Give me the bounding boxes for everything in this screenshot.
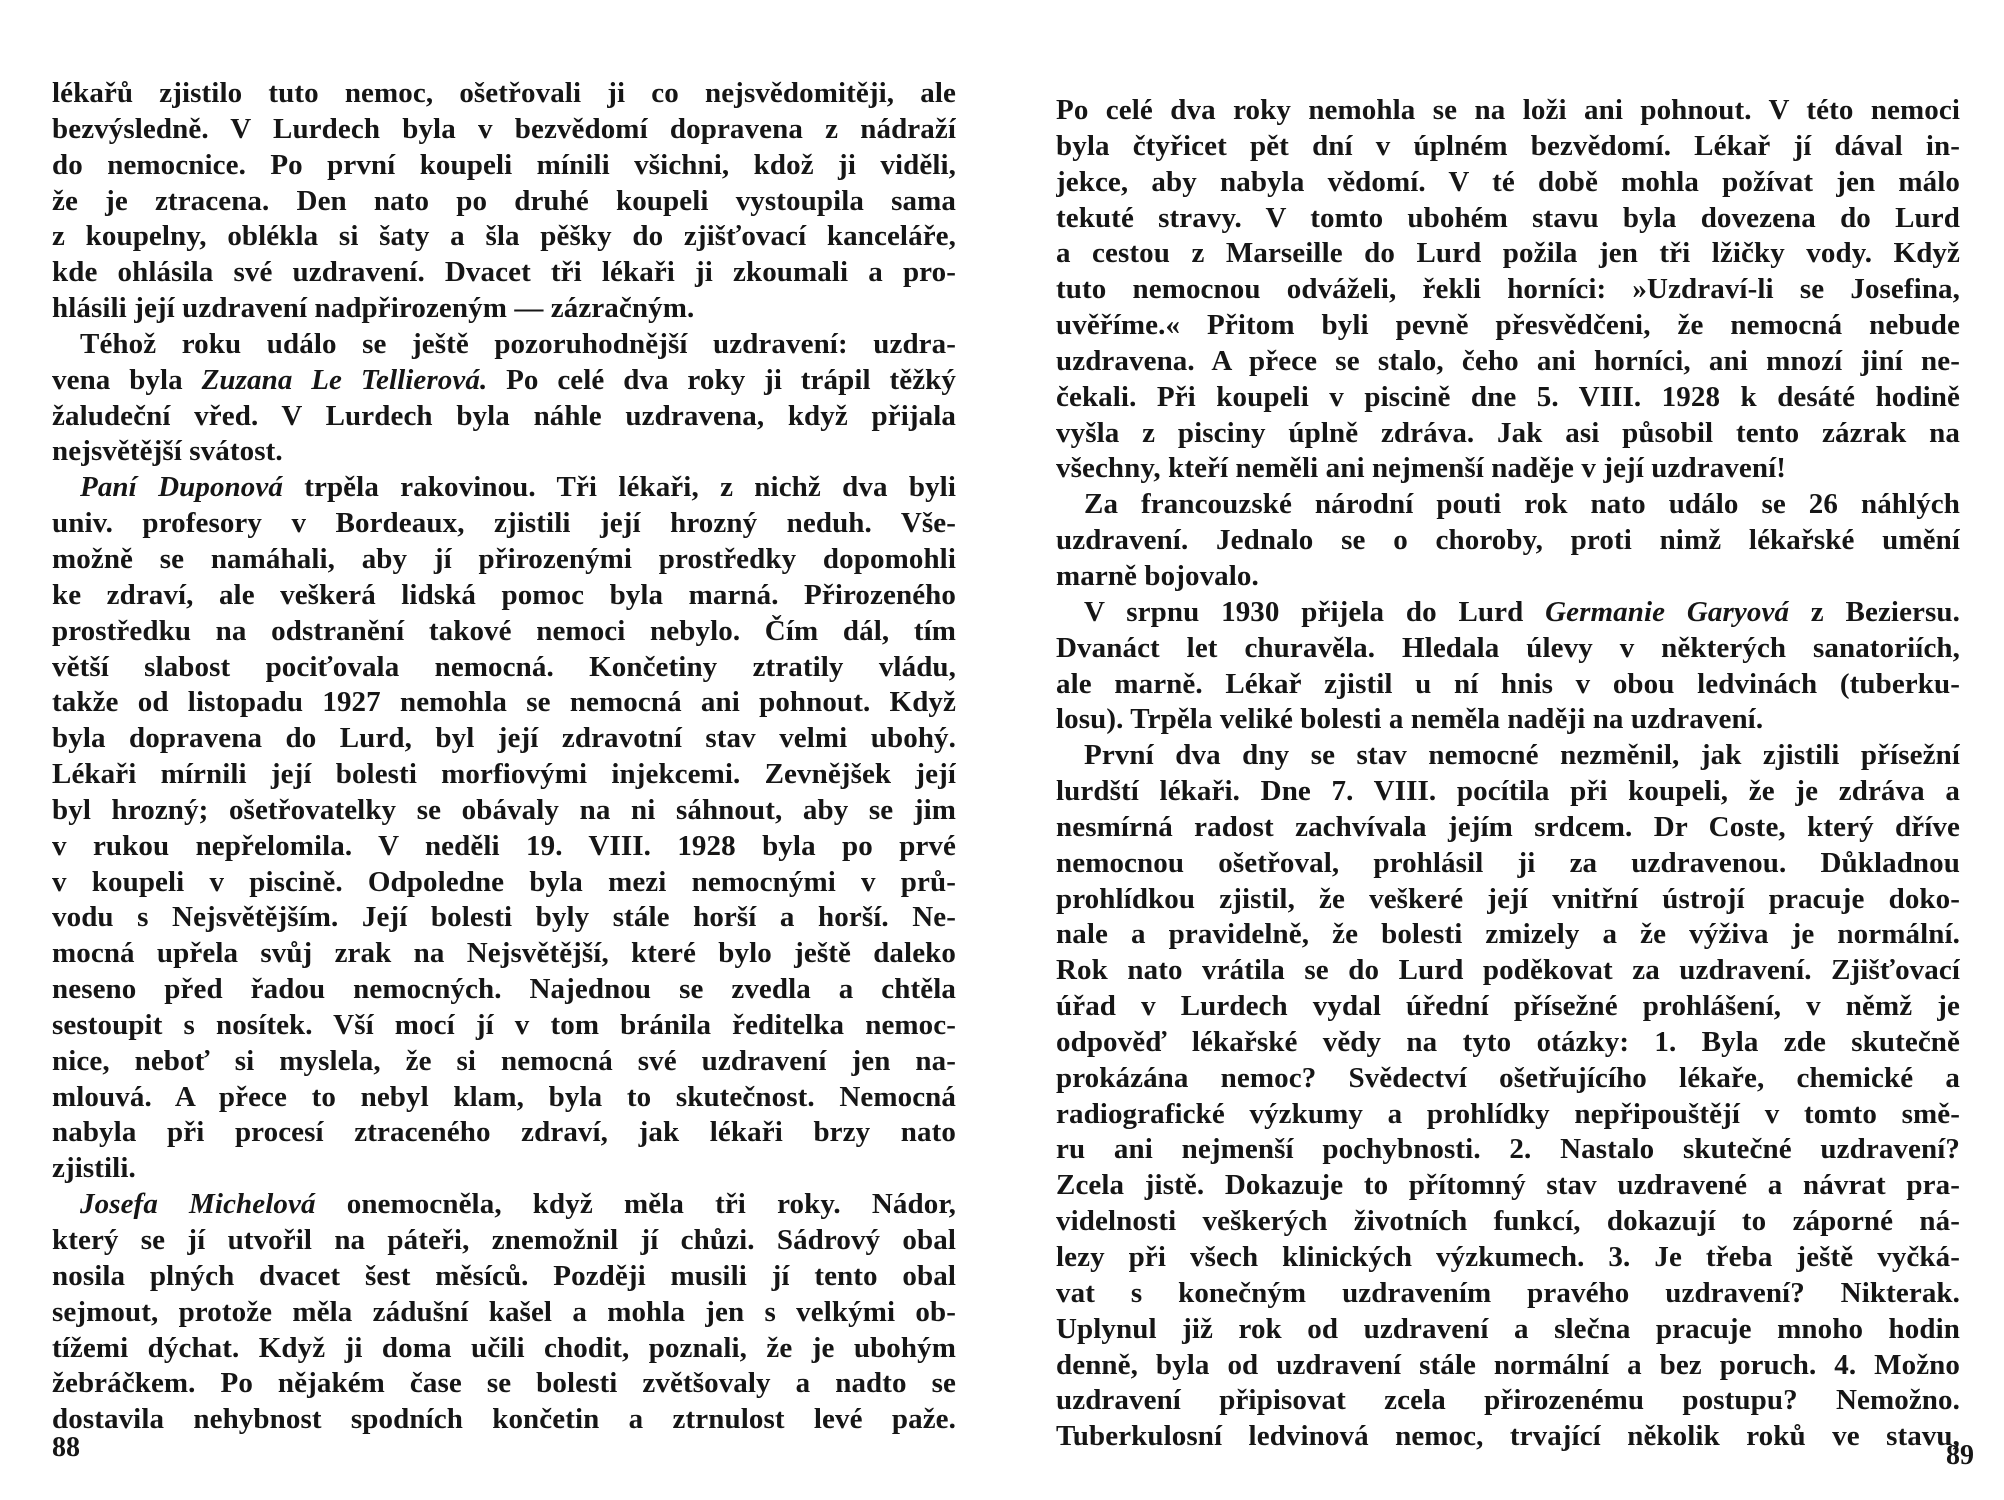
text-line xyxy=(1056,667,1960,703)
line-text: uzdravení připisovat zcela přirozenému postupu? Nemožno. xyxy=(1056,1384,1960,1417)
text-line xyxy=(52,972,956,1008)
text-line xyxy=(1056,1383,1960,1419)
line-text: mocná upřela svůj zrak na Nejsvětější, které bylo ještě daleko xyxy=(52,937,956,970)
text-line xyxy=(1056,451,1960,487)
line-text: Lékaři mírnili její bolesti morfiovými injekcemi. Zevnějšek její xyxy=(52,758,956,791)
line-text: jekce, aby nabyla vědomí. V té době mohla požívat jen málo xyxy=(1056,165,1960,198)
text-line xyxy=(1056,882,1960,918)
italic-name: Paní Duponová xyxy=(80,471,283,504)
italic-name: Josefa Michelová xyxy=(80,1188,316,1221)
line-text: bezvýsledně. V Lurdech byla v bezvědomí dopravena z nádraží xyxy=(52,112,956,145)
line-text: Po celé dva roky nemohla se na loži ani pohnout. V této nemoci xyxy=(1056,94,1960,126)
italic-name: Germanie Garyová xyxy=(1545,595,1790,628)
text-line xyxy=(52,327,956,363)
line-text: onemocněla, když měla tři roky. Nádor, xyxy=(315,1188,956,1221)
text-line xyxy=(52,76,956,112)
line-text: dostavila nehybnost spodních končetin a ztrnulost levé paže. xyxy=(52,1403,956,1436)
line-text: univ. profesory v Bordeaux, zjistili její hrozný neduh. Vše- xyxy=(52,507,956,540)
line-text: vena byla xyxy=(52,363,202,396)
line-text: prostředku na odstranění takové nemoci nebylo. Čím dál, tím xyxy=(52,614,956,647)
text-line xyxy=(52,363,956,399)
text-line xyxy=(1056,1240,1960,1276)
line-text: vat s konečným uzdravením pravého uzdravení? Nikterak. xyxy=(1056,1276,1960,1309)
line-text: ru ani nejmenší pochybnosti. 2. Nastalo skutečné uzdravení? xyxy=(1056,1133,1960,1166)
line-text: Po celé dva roky ji trápil těžký xyxy=(487,363,956,396)
text-line xyxy=(1056,1348,1960,1384)
text-line xyxy=(1056,165,1960,201)
line-text: nemocnou ošetřoval, prohlásil ji za uzdravenou. Důkladnou xyxy=(1056,846,1960,879)
text-line xyxy=(1056,236,1960,272)
text-line xyxy=(1056,595,1960,631)
text-line xyxy=(52,1008,956,1044)
line-text: denně, byla od uzdravení stále normální a bez poruch. 4. Možno xyxy=(1056,1348,1960,1381)
line-text: a cestou z Marseille do Lurd požila jen tři lžičky vody. Když xyxy=(1056,237,1960,270)
text-line xyxy=(1056,989,1960,1025)
text-line xyxy=(1056,1276,1960,1312)
text-line xyxy=(1056,1097,1960,1133)
text-line xyxy=(1056,774,1960,810)
text-line xyxy=(1056,1061,1960,1097)
line-text: sejmout, protože měla zádušní kašel a mohla jen s velkými ob- xyxy=(52,1295,956,1328)
text-line xyxy=(52,470,956,506)
line-text: nice, neboť si myslela, že si nemocná své uzdravení jen na- xyxy=(52,1044,956,1077)
text-line xyxy=(1056,416,1960,452)
line-text: nabyla při procesí ztraceného zdraví, jak lékaři brzy nato xyxy=(52,1116,956,1149)
line-text: neseno před řadou nemocných. Najednou se zvedla a chtěla xyxy=(52,973,956,1006)
text-line xyxy=(52,1080,956,1116)
page-number-left: 88 xyxy=(52,1432,80,1463)
line-text: Za francouzské národní pouti rok nato událo se 26 náhlých xyxy=(1084,488,1960,521)
text-line xyxy=(52,1187,956,1223)
line-text: zjistili. xyxy=(52,1152,136,1185)
text-line xyxy=(1056,380,1960,416)
text-line xyxy=(52,1259,956,1295)
line-text: větší slabost pociťovala nemocná. Končetiny ztratily vládu, xyxy=(52,650,956,683)
text-line xyxy=(52,1044,956,1080)
text-line xyxy=(52,184,956,220)
line-text: trpěla rakovinou. Tři lékaři, z nichž dva byli xyxy=(282,471,956,504)
line-text: videlnosti veškerých životních funkcí, dokazují to záporné ná- xyxy=(1056,1205,1960,1238)
text-line xyxy=(1056,702,1960,738)
line-text: Tuberkulosní ledvinová nemoc, trvající několik roků ve stavu, xyxy=(1056,1420,1960,1453)
text-line xyxy=(52,1331,956,1367)
text-line xyxy=(1056,559,1960,595)
line-text: ke zdraví, ale veškerá lidská pomoc byla marná. Přirozeného xyxy=(52,578,956,611)
text-line xyxy=(52,1223,956,1259)
line-text: mlouvá. A přece to nebyl klam, byla to skutečnost. Nemocná xyxy=(52,1080,956,1113)
text-line xyxy=(52,148,956,184)
line-text: sestoupit s nosítek. Vší mocí jí v tom bránila ředitelka nemoc- xyxy=(52,1008,956,1041)
text-line xyxy=(52,578,956,614)
text-line xyxy=(52,112,956,148)
text-line xyxy=(52,219,956,255)
line-text: nejsvětější svátost. xyxy=(52,435,283,468)
text-line xyxy=(52,757,956,793)
line-text: losu). Trpěla veliké bolesti a neměla naději na uzdravení. xyxy=(1056,703,1764,736)
line-text: Rok nato vrátila se do Lurd poděkovat za uzdravení. Zjišťovací xyxy=(1056,954,1960,987)
text-line xyxy=(1056,129,1960,165)
text-line xyxy=(1056,1168,1960,1204)
line-text: lezy při všech klinických výzkumech. 3. Je třeba ještě vyčká- xyxy=(1056,1241,1960,1273)
line-text: uzdravení. Jednalo se o choroby, proti nimž lékařské umění xyxy=(1056,524,1960,557)
text-line xyxy=(52,900,956,936)
text-line xyxy=(1056,1025,1960,1061)
line-text: kde ohlásila své uzdravení. Dvacet tři lékaři ji zkoumali a pro- xyxy=(52,256,956,289)
line-text: tuto nemocnou odváželi, řekli horníci: »Uzdraví-li se Josefina, xyxy=(1056,273,1960,306)
text-line xyxy=(1056,344,1960,380)
line-text: do nemocnice. Po první koupeli mínili všichni, kdož ji viděli, xyxy=(52,148,956,181)
line-text: prokázána nemoc? Svědectví ošetřujícího lékaře, chemické a xyxy=(1056,1061,1960,1094)
line-text: Dvanáct let churavěla. Hledala úlevy v některých sanatoriích, xyxy=(1056,631,1960,664)
text-line xyxy=(1056,1312,1960,1348)
line-text: který se jí utvořil na páteři, znemožnil jí chůzi. Sádrový obal xyxy=(52,1224,956,1256)
page-number-right: 89 xyxy=(1946,1440,1974,1471)
line-text: marně bojovalo. xyxy=(1056,559,1259,592)
line-text: Téhož roku událo se ještě pozoruhodnější uzdravení: uzdra- xyxy=(80,327,956,360)
text-line xyxy=(52,829,956,865)
text-line xyxy=(1056,487,1960,523)
line-text: možně se namáhali, aby jí přirozenými prostředky dopomohli xyxy=(52,542,956,575)
line-text: nosila plných dvacet šest měsíců. Později musili jí tento obal xyxy=(52,1259,956,1292)
line-text: tekuté stravy. V tomto ubohém stavu byla dovezena do Lurd xyxy=(1056,201,1960,234)
line-text: hlásili její uzdravení nadpřirozeným — zázračným. xyxy=(52,292,695,325)
text-line xyxy=(52,865,956,901)
text-line xyxy=(52,1115,956,1151)
line-text: Zcela jistě. Dokazuje to přítomný stav uzdravené a návrat pra- xyxy=(1056,1169,1960,1202)
line-text: lékařů zjistilo tuto nemoc, ošetřovali ji co nejsvědomitěji, ale xyxy=(52,77,956,109)
text-line xyxy=(1056,272,1960,308)
line-text: žaludeční vřed. V Lurdech byla náhle uzdravena, když přijala xyxy=(52,399,956,432)
text-line xyxy=(1056,523,1960,559)
line-text: uzdravena. A přece se stalo, čeho ani horníci, ani mnozí jiní ne- xyxy=(1056,344,1960,377)
text-line xyxy=(1056,1419,1960,1455)
line-text: První dva dny se stav nemocné nezměnil, jak zjistili přísežní xyxy=(1084,739,1960,772)
text-line xyxy=(52,291,956,327)
line-text: čekali. Při koupeli v piscině dne 5. VIII. 1928 k desáté hodině xyxy=(1056,380,1960,413)
right-page xyxy=(1002,0,2004,1500)
text-line xyxy=(52,793,956,829)
text-line xyxy=(52,1402,956,1438)
left-page-text xyxy=(52,76,956,1438)
text-line xyxy=(1056,1204,1960,1240)
line-text: byla čtyřicet pět dní v úplném bezvědomí. Lékař jí dával in- xyxy=(1056,129,1960,162)
line-text: žebráčkem. Po nějakém čase se bolesti zvětšovaly a nadto se xyxy=(52,1367,956,1400)
line-text: všechny, kteří neměli ani nejmenší naděje v její uzdravení! xyxy=(1056,452,1787,485)
line-text: Uplynul již rok od uzdravení a slečna pracuje mnoho hodin xyxy=(1056,1312,1960,1345)
text-line xyxy=(52,399,956,435)
text-line xyxy=(1056,810,1960,846)
text-line xyxy=(52,506,956,542)
text-line xyxy=(52,685,956,721)
line-text: takže od listopadu 1927 nemohla se nemocná ani pohnout. Když xyxy=(52,686,956,719)
text-line xyxy=(1056,917,1960,953)
line-text: uvěříme.« Přitom byli pevně přesvědčeni, že nemocná nebude xyxy=(1056,309,1960,342)
line-text: nale a pravidelně, že bolesti zmizely a že výživa je normální. xyxy=(1056,918,1960,951)
line-text: vodu s Nejsvětějším. Její bolesti byly stále horší a horší. Ne- xyxy=(52,901,956,934)
line-text: prohlídkou zjistil, že veškeré její vnitřní ústrojí pracuje doko- xyxy=(1056,882,1960,915)
line-text: ale marně. Lékař zjistil u ní hnis v obou ledvinách (tuberku- xyxy=(1056,667,1960,700)
text-line xyxy=(1056,738,1960,774)
line-text: z koupelny, oblékla si šaty a šla pěšky do zjišťovací kanceláře, xyxy=(52,220,956,253)
text-line xyxy=(52,434,956,470)
text-line xyxy=(1056,1132,1960,1168)
text-line xyxy=(52,542,956,578)
line-text: odpověď lékařské vědy na tyto otázky: 1. Byla zde skutečně xyxy=(1056,1025,1960,1058)
text-line xyxy=(1056,201,1960,237)
line-text: úřad v Lurdech vydal úřední přísežné prohlášení, v němž je xyxy=(1056,990,1960,1023)
text-line xyxy=(52,1295,956,1331)
right-page-text xyxy=(1056,93,1960,1455)
line-text: V srpnu 1930 přijela do Lurd xyxy=(1084,595,1546,628)
line-text: lurdští lékaři. Dne 7. VIII. pocítila při koupeli, že je zdráva a xyxy=(1056,775,1960,808)
line-text: tížemi dýchat. Když ji doma učili chodit, poznali, že je ubohým xyxy=(52,1331,956,1364)
italic-name: Zuzana Le Tellierová. xyxy=(201,363,488,396)
text-line xyxy=(52,1366,956,1402)
text-line xyxy=(1056,93,1960,129)
text-line xyxy=(52,936,956,972)
text-line xyxy=(1056,308,1960,344)
text-line xyxy=(52,650,956,686)
line-text: nesmírná radost zachvívala jejím srdcem. Dr Coste, který dříve xyxy=(1056,810,1960,843)
text-line xyxy=(1056,631,1960,667)
text-line xyxy=(1056,846,1960,882)
line-text: byl hrozný; ošetřovatelky se obávaly na ni sáhnout, aby se jim xyxy=(52,793,956,826)
text-line xyxy=(52,721,956,757)
line-text: byla dopravena do Lurd, byl její zdravotní stav velmi ubohý. xyxy=(52,722,956,755)
text-line xyxy=(1056,953,1960,989)
text-line xyxy=(52,255,956,291)
line-text: vyšla z pisciny úplně zdráva. Jak asi působil tento zázrak na xyxy=(1056,416,1960,449)
line-text: radiografické výzkumy a prohlídky nepřipouštějí v tomto smě- xyxy=(1056,1097,1960,1130)
line-text: z Beziersu. xyxy=(1789,595,1960,628)
line-text: v rukou nepřelomila. V neděli 19. VIII. 1928 byla po prvé xyxy=(52,829,956,862)
text-line xyxy=(52,1151,956,1187)
line-text: v koupeli v piscině. Odpoledne byla mezi nemocnými v prů- xyxy=(52,865,956,898)
line-text: že je ztracena. Den nato po druhé koupeli vystoupila sama xyxy=(52,184,956,217)
text-line xyxy=(52,614,956,650)
